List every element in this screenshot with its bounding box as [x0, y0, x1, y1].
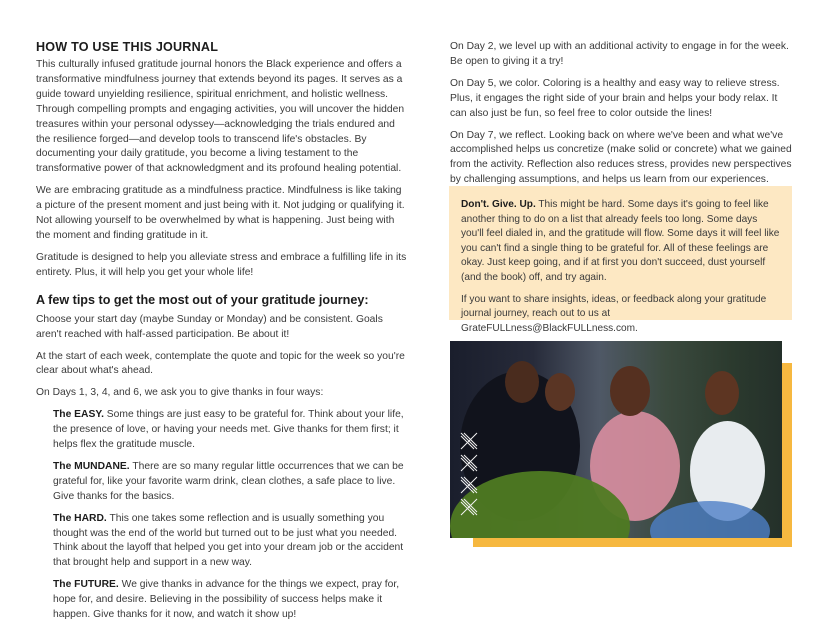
way-mundane	[36, 460, 408, 505]
left-column	[36, 40, 408, 630]
face-shape	[610, 366, 650, 416]
face-shape	[545, 373, 575, 411]
tip-start-day: Choose your start day (maybe Sunday or Monday) and be consistent. Goals aren't reached with half-assed participation. Be about it!	[36, 313, 383, 340]
callout-label: Don't. Give. Up.	[461, 199, 536, 210]
right-column	[450, 40, 795, 195]
way-label: The HARD.	[53, 512, 107, 524]
dont-give-up-callout	[449, 186, 792, 334]
x-pattern-decoration	[460, 432, 478, 520]
tip-four-ways: On Days 1, 3, 4, and 6, we ask you to give thanks in four ways:	[36, 387, 324, 399]
day7-paragraph: On Day 7, we reflect. Looking back on where we've been and what we've accomplished helps us concretize (make solid or concrete) what we gained from the activity. Reflection also reduces stress, provides new perspectives by challenging assumptions, and helps us learn from our experiences.	[450, 129, 792, 186]
callout-paragraph	[461, 198, 780, 286]
x-mark-icon	[460, 498, 478, 516]
page-title: HOW TO USE THIS JOURNAL	[36, 40, 219, 54]
tips-heading: A few tips to get the most out of your gratitude journey:	[36, 292, 369, 307]
way-label: The EASY.	[53, 409, 104, 421]
way-easy	[36, 408, 408, 453]
tip-weekly-quote: At the start of each week, contemplate the quote and topic for the week so you're clear about what's ahead.	[36, 350, 405, 377]
face-shape	[705, 371, 739, 415]
way-label: The MUNDANE.	[53, 460, 130, 472]
way-text: Some things are just easy to be grateful for. Think about your life, the presence of love, or having your needs met. Give thanks for them first; it helps flex the gratitude muscle.	[53, 409, 404, 451]
way-label: The FUTURE.	[53, 579, 119, 591]
face-shape	[505, 361, 539, 403]
x-mark-icon	[460, 454, 478, 472]
day2-paragraph: On Day 2, we level up with an additional activity to engage in for the week. Be open to giving it a try!	[450, 41, 789, 67]
way-future	[36, 578, 408, 623]
way-hard	[36, 512, 408, 572]
friends-photo	[450, 341, 782, 538]
way-text: There are so many regular little occurrences that we can be grateful for, like your favorite warm drink, clean clothes, a safe place to live. Give thanks for the basics.	[53, 460, 404, 502]
way-text: We give thanks in advance for the things we expect, pray for, hope for, and desire. Believing in the possibility of success helps make it happen. Give thanks for it now, and watch it show up!	[53, 579, 400, 621]
gratitude-paragraph: Gratitude is designed to help you alleviate stress and embrace a fulfilling life in its entirety. Plus, it will help you get your whole life!	[36, 251, 407, 278]
intro-paragraph: This culturally infused gratitude journal honors the Black experience and offers a transformative mindfulness journey that extends beyond its pages. It serves as a guide toward unyielding resilience, spiritual enrichment, and holistic wellness. Through compelling prompts and engaging activities, you will uncover the hidden treasures within your personal odyssey—acknowledging the trials endured and the resilience forged—and develop tools to transcend life's obstacles. By documenting your daily gratitude, you become a living testament to the transformative power of that acknowledgment and its profound healing potential.	[36, 59, 405, 175]
contact-paragraph: If you want to share insights, ideas, or feedback along your gratitude journal journey, reach out to us at GrateFULLness@BlackFULLness.com.	[461, 293, 767, 334]
day5-paragraph: On Day 5, we color. Coloring is a healthy and easy way to relieve stress. Plus, it engages the right side of your brain and helps your body relax. It can also just be fun, so feel free to color outside the lines!	[450, 77, 780, 119]
mindfulness-paragraph: We are embracing gratitude as a mindfulness practice. Mindfulness is like taking a picture of the present moment and just being with it. Not judging or qualifying it. Not allowing yourself to be overwhelmed by what is happening. Just being with the moment and finding gratitude in it.	[36, 185, 405, 241]
x-mark-icon	[460, 432, 478, 450]
callout-text: This might be hard. Some days it's going to feel like another thing to do on a list that already feels too long. Some days you'll feel dialed in, and the gratitude will flow. Some days it will feel like you can't find a single thing to be grateful for. All of these feelings are okay. Just keep going, and if at first you don't succeed, dust yourself (and the book) off, and try again.	[461, 199, 780, 283]
way-text: This one takes some reflection and is usually something you thought was the end of the world but turned out to be just what you needed. Think about the layoff that helped you get into your dream job or the accident that brought help and support in a new way.	[53, 512, 404, 569]
x-mark-icon	[460, 476, 478, 494]
